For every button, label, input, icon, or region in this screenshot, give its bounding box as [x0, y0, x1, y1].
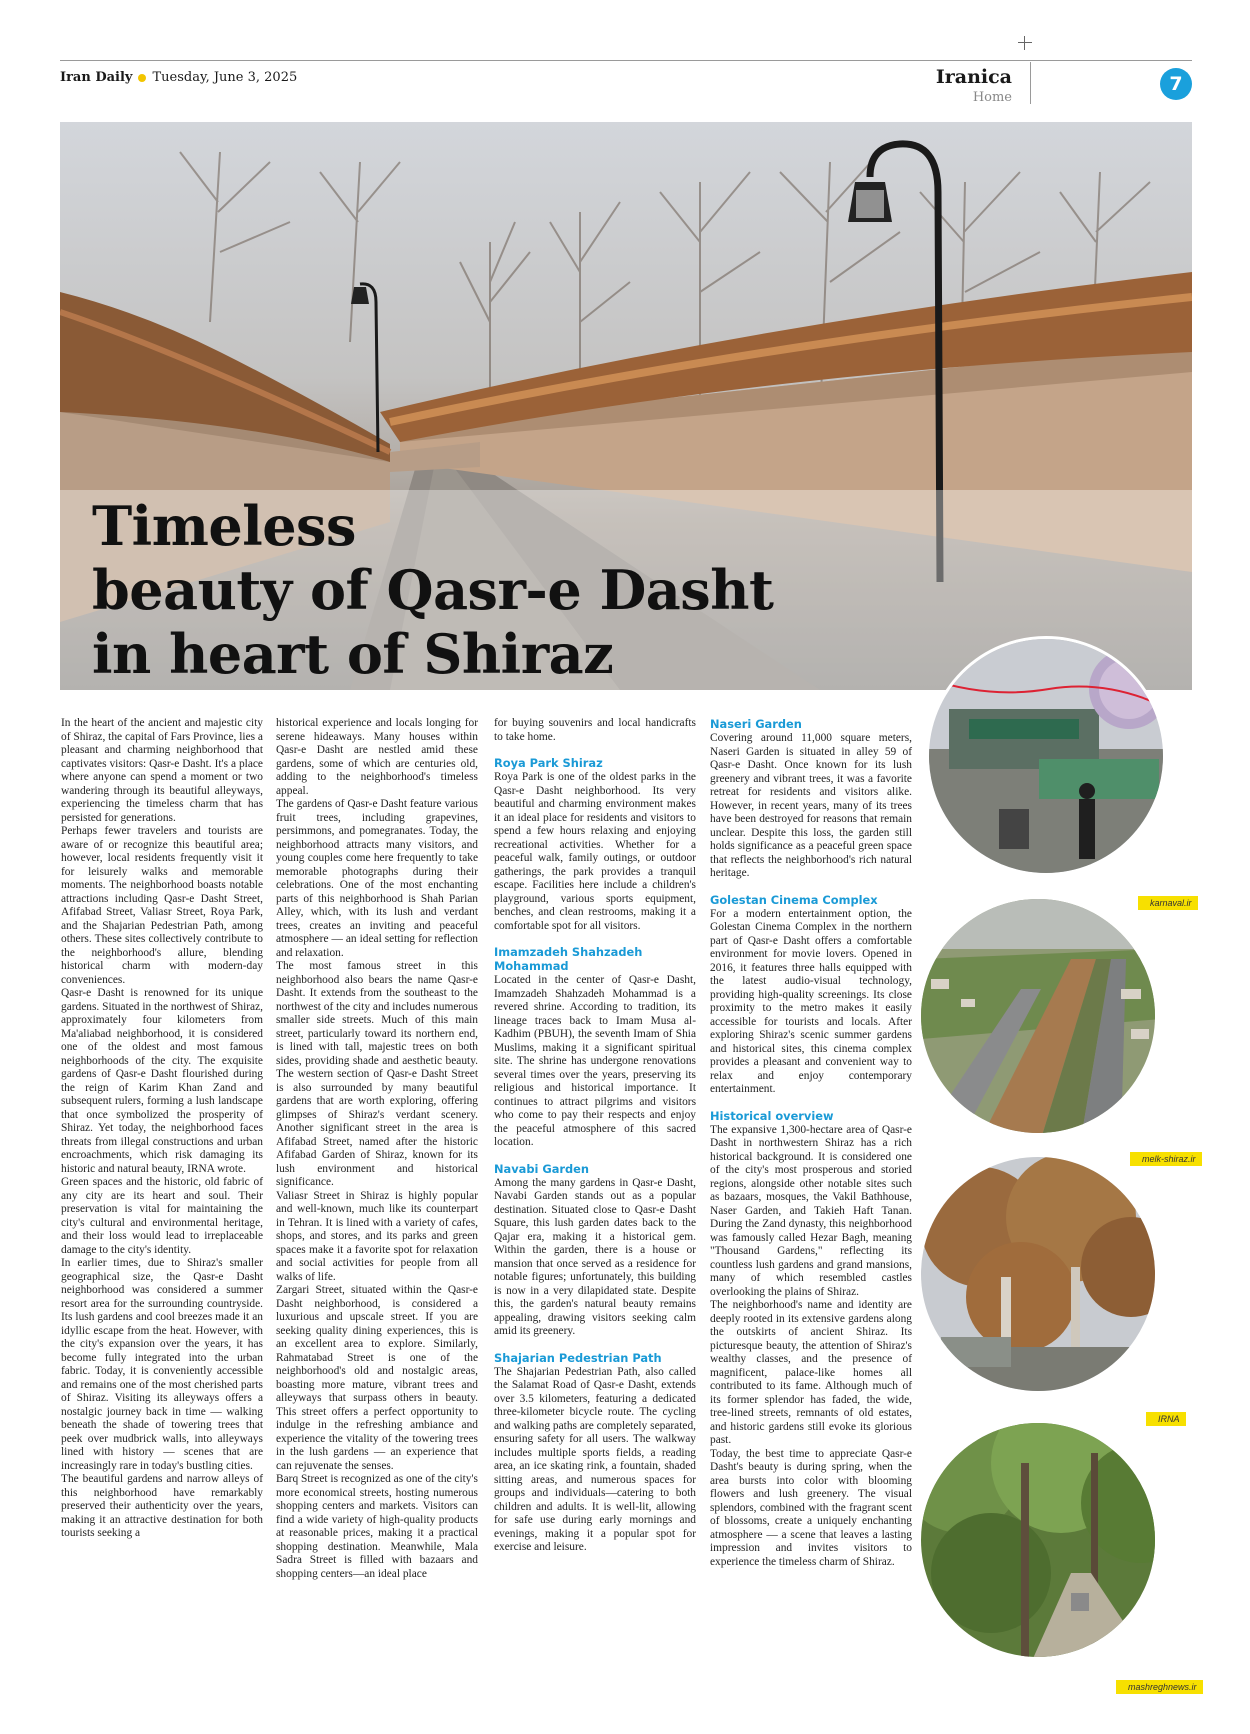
section-label: [936, 66, 1012, 105]
subheading-imamzadeh: Imamzadeh Shahzadeh Mohammad: [494, 945, 643, 973]
photo-green-path: [918, 1420, 1158, 1660]
paragraph: historical experience and locals longing for serene hideaways. Many houses within Qasr-e Dasht are nestled amid these gardens, some of which are centuries old, adding to the neighborhood's timeless appeal.: [276, 717, 478, 797]
headline-line-2: beauty of Qasr-e Dasht: [92, 558, 774, 622]
paragraph: Located in the center of Qasr-e Dasht, Imamzadeh Shahzadeh Mohammad is a revered shrine. According to tradition, its lineage traces back to Imam Musa al-Kadhim (PBUH), the seventh Imam of Shia Muslims, making it a significant spiritual site. The shrine has undergone renovations several times over the years, preserving its religious and historical importance. It continues to attract pilgrims and visitors who come to pay their respects and enjoy the peaceful atmosphere of this sacred location.: [494, 974, 696, 1148]
headline: [92, 494, 773, 686]
subheading-shajarian-path: Shajarian Pedestrian Path: [494, 1350, 662, 1365]
article-column-2: [276, 717, 478, 1581]
top-rule: [60, 60, 1192, 61]
paragraph: Qasr-e Dasht is renowned for its unique gardens. Situated in the northwest of Shiraz, approximately four kilometers from Ma'aliabad neighborhood, it is considered one of the oldest and most famous neighborhoods of the city. The exquisite gardens of Qasr-e Dasht flourished during the reign of Karim Khan Zand and subsequent rulers, forming a lush landscape that once symbolized the prosperity of Shiraz. Yet today, the neighborhood faces threats from illegal constructions and urban encroachments, which risk damaging its historic and natural beauty, IRNA wrote.: [61, 987, 263, 1175]
paragraph: Valiasr Street in Shiraz is highly popular and well-known, much like its counterpart in Tehran. It is lined with a variety of cafes, shops, and stores, and its parks and green spaces make it a favorite spot for relaxation and social activities for people from all walks of life.: [276, 1189, 478, 1283]
paragraph: For a modern entertainment option, the Golestan Cinema Complex in the northern part of Qasr-e Dasht offers a comfortable environment for movie lovers. Opened in 2016, it features three halls equipped with the latest audio-visual technology, providing high-quality screenings. Its close proximity to the metro makes it easily accessible for tourists and locals. After exploring Shiraz's scenic summer gardens and historical sites, this cinema complex provides a pleasant and convenient way to relax and enjoy contemporary entertainment.: [710, 907, 912, 1095]
paragraph: The most famous street in this neighborhood also bears the name Qasr-e Dasht. It extends from the southeast to the northwest of the city and includes numerous smaller side streets. Much of this main street, particularly toward its northern end, is lined with tall, majestic trees on both sides, providing shade and aesthetic beauty. The western section of Qasr-e Dasht Street is also surrounded by many beautiful gardens that are worth exploring, offering glimpses of Shiraz's verdant scenery. Another significant street in the area is Afifabad Street, named after the historic Afifabad Garden of Shiraz, known for its lush environment and historical significance.: [276, 960, 478, 1188]
paragraph: The gardens of Qasr-e Dasht feature various fruit trees, including grapevines, persimmons, and pomegranates. Today, the neighborhood attracts many visitors, and young couples come here frequently to take memorable photographs during their celebrations. One of the most enchanting parts of this neighborhood is Shah Parian Alley, which, with its lush and verdant trees, creates an inviting and peaceful atmosphere — an ideal setting for reflection and relaxation.: [276, 798, 478, 959]
paragraph: Green spaces and the historic, old fabric of any city are its heart and soul. Their preservation is vital for maintaining the city's cultural and environmental heritage, and their loss would lead to irreplaceable damage to the city's identity.: [61, 1176, 263, 1256]
photo-aerial-view: [918, 896, 1158, 1136]
section-divider: [1030, 62, 1031, 104]
paragraph: The beautiful gardens and narrow alleys of this neighborhood have remarkably preserved their authenticity over the years, making it an attractive destination for both tourists seeking a: [61, 1473, 263, 1539]
paragraph: Perhaps fewer travelers and tourists are aware of or recognize this beautiful area; however, local residents frequently visit it for leisurely walks and memorable moments. The neighborhood boasts notable attractions including Qasr-e Dasht Street, Afifabad Street, Valiasr Street, Roya Park, and the Shajarian Pedestrian Path, among others. These sites collectively contribute to the neighborhood's allure, blending historical charm with modern-day conveniences.: [61, 825, 263, 986]
article-column-4: [710, 717, 912, 1569]
article-column-3: [494, 717, 696, 1555]
hero-photo: [60, 122, 1192, 690]
photo-shrine-entrance: [926, 636, 1166, 876]
paragraph: Today, the best time to appreciate Qasr-e Dasht's beauty is during spring, when the area bursts into color with blooming flowers and lush greenery. The visual splendors, combined with the fragrant scent of blossoms, create a uniquely enchanting atmosphere — a scene that leaves a lasting impression and invites visitors to experience the timeless charm of Shiraz.: [710, 1447, 912, 1568]
paragraph: The Shajarian Pedestrian Path, also called the Salamat Road of Qasr-e Dasht, extends over 3.5 kilometers, featuring a dedicated three-kilometer bicycle route. The cycling and walking paths are completely separated, ensuring safety for all users. The walkway includes multiple sports fields, a reading area, an ice skating rink, a fountain, shaded sitting areas, and numerous spaces for groups and individuals—catering to both children and adults. It is well-lit, allowing for safe use during early mornings and evenings, making it a popular spot for exercise and leisure.: [494, 1365, 696, 1553]
registration-mark: [1018, 36, 1032, 50]
headline-line-3: in heart of Shiraz: [92, 622, 614, 686]
photo-credit: mashreghnews.ir: [1116, 1680, 1203, 1694]
headline-line-1: Timeless: [92, 494, 356, 558]
photo-credit: melk-shiraz.ir: [1130, 1152, 1202, 1166]
section-sub: Home: [972, 90, 1012, 105]
page-number: 7: [1160, 68, 1192, 100]
paragraph: Covering around 11,000 square meters, Naseri Garden is situated in alley 59 of Qasr-e Dasht. Once known for its lush greenery and vibrant trees, it was a favorite retreat for residents and visitors alike. However, in recent years, many of its trees have been destroyed for reasons that remain unclear. Despite this loss, the garden still holds significance as a peaceful green space that reflects the neighborhood's rich natural heritage.: [710, 732, 912, 879]
paragraph: Roya Park is one of the oldest parks in the Qasr-e Dasht neighborhood. Its very beautiful and charming environment makes it an ideal place for residents and visitors to spend a few hours relaxing and enjoying recreational activities. Whether for a peaceful walk, family outings, or outdoor gatherings, the park provides a tranquil escape. Facilities here include a children's playground, various sports equipment, benches, and clean restrooms, making it a comfortable spot for all visitors.: [494, 771, 696, 932]
photo-autumn-trees: [918, 1154, 1158, 1394]
subheading-roya-park: Roya Park Shiraz: [494, 756, 603, 770]
paragraph: Among the many gardens in Qasr-e Dasht, Navabi Garden stands out as a popular destination. Situated close to Qasr-e Dasht Square, this lush garden dates back to the Qajar era, making it a historical gem. Within the garden, there is a house or mansion that once served as a residence for notable figures; unfortunately, this building is now in a very dilapidated state. Despite this, the garden's natural beauty remains appealing, drawing visitors seeking calm amid its greenery.: [494, 1176, 696, 1337]
subheading-naseri-garden: Naseri Garden: [710, 717, 802, 731]
issue-date: Tuesday, June 3, 2025: [152, 70, 298, 85]
photo-credit: IRNA: [1146, 1412, 1186, 1426]
paper-name: Iran Daily: [60, 70, 133, 85]
paragraph: In the heart of the ancient and majestic city of Shiraz, the capital of Fars Province, lies a pleasant and charming neighborhood that captivates visitors: Qasr-e Dasht. It's a place where anyone can spend a moment or two wandering through its beautiful alleyways, experiencing the timeless charm that has persisted for generations.: [61, 717, 263, 824]
subheading-golestan-cinema: Golestan Cinema Complex: [710, 892, 878, 907]
masthead-dot-icon: [138, 74, 146, 82]
section-name: Iranica: [935, 66, 1012, 88]
paragraph: for buying souvenirs and local handicrafts to take home.: [494, 717, 696, 743]
paragraph: In earlier times, due to Shiraz's smaller geographical size, the Qasr-e Dasht neighborhood was considered a summer resort area for the surrounding countryside. Its lush gardens and cool breezes made it an idyllic escape from the heat. However, with the city's expansion over the years, it has become fully integrated into the urban fabric. Today, it is conveniently accessible and remains one of the most cherished parts of Shiraz. Visiting its alleyways offers a nostalgic journey back in time — walking beneath the shade of towering trees that peek over mudbrick walls, into alleyways lined with history — scenes that are increasingly rare in today's bustling cities.: [61, 1257, 263, 1472]
paragraph: The expansive 1,300-hectare area of Qasr-e Dasht in northwestern Shiraz has a rich historical background. It is considered one of the city's most prosperous and storied regions, alongside other notable sites such as bazaars, mosques, the Vakil Bathhouse, Naser Garden, and Takieh Haft Tanan. During the Zand dynasty, this neighborhood was famously called Hezar Bagh, meaning "Thousand Gardens," reflecting its countless lush gardens and grand mansions, many of which resembled castles overlooking the plains of Shiraz.: [710, 1123, 912, 1298]
subheading-historical-overview: Historical overview: [710, 1108, 834, 1123]
article-column-1: [61, 717, 263, 1541]
photo-credit: karnaval.ir: [1138, 896, 1198, 910]
paragraph: Zargari Street, situated within the Qasr-e Dasht neighborhood, is considered a luxurious and upscale street. If you are seeking quality dining experiences, this is an excellent area to explore. Similarly, Rahmatabad Street is one of the neighborhood's old and nostalgic areas, boasting more mature, vibrant trees and alleyways that surpass others in beauty. This street offers a perfect opportunity to indulge in the refreshing ambiance and experience the vitality of the towering trees in the lush gardens — an experience that can rejuvenate the senses.: [276, 1284, 478, 1472]
masthead: [60, 70, 297, 85]
paragraph: Barq Street is recognized as one of the city's more economical streets, hosting numerous shopping centers and markets. Visitors can find a wide variety of high-quality products at reasonable prices, making it a practical shopping destination. Meanwhile, Mala Sadra Street is filled with bazaars and shopping centers—an ideal place: [276, 1473, 478, 1580]
paragraph: The neighborhood's name and identity are deeply rooted in its extensive gardens along the outskirts of ancient Shiraz. Its picturesque beauty, the attention of Shiraz's wealthy classes, and the presence of magnificent, palace-like homes all contributed to its fame. Although much of its former splendor has faded, the wide, tree-lined streets, remnants of old estates, and historic gardens still evoke its glorious past.: [710, 1299, 912, 1446]
subheading-navabi-garden: Navabi Garden: [494, 1161, 589, 1176]
